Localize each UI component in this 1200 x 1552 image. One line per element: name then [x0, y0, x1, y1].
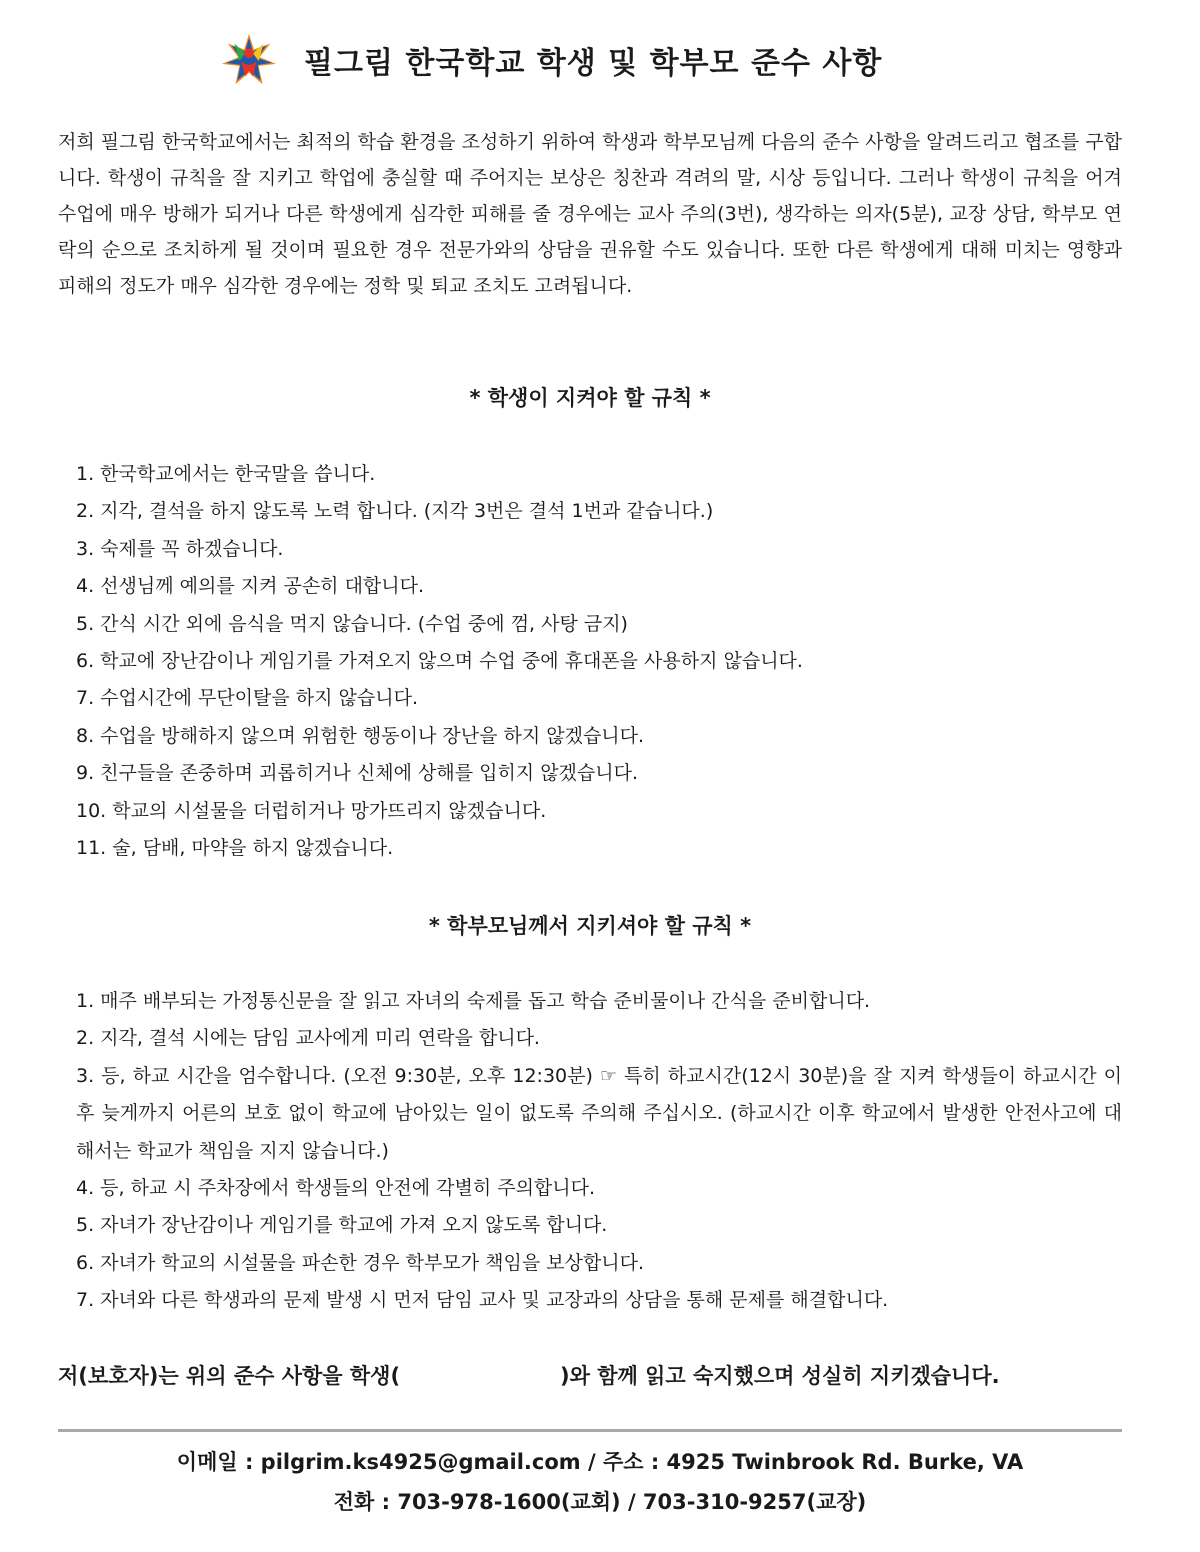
pledge-text-after: )와 함께 읽고 숙지했으며 성실히 지키겠습니다.: [560, 1364, 1000, 1388]
list-item: 10. 학교의 시설물을 더럽히거나 망가뜨리지 않겠습니다.: [76, 799, 547, 822]
pledge-text-before: 저(보호자)는 위의 준수 사항을 학생(: [58, 1364, 401, 1388]
list-item: 4. 등, 하교 시 주차장에서 학생들의 안전에 각별히 주의합니다.: [76, 1177, 596, 1200]
student-rules-heading: * 학생이 지켜야 할 규칙 *: [469, 386, 711, 410]
list-item: 7. 수업시간에 무단이탈을 하지 않습니다.: [76, 687, 418, 710]
document-header: [0, 30, 1200, 94]
list-item: 5. 간식 시간 외에 음식을 먹지 않습니다. (수업 중에 껌, 사탕 금지): [76, 612, 628, 635]
list-item: 3. 숙제를 꼭 하겠습니다.: [76, 537, 284, 560]
contact-email-address: 이메일 : pilgrim.ks4925@gmail.com / 주소 : 4925 Twinbrook Rd. Burke, VA: [176, 1450, 1024, 1474]
list-item: 8. 수업을 방해하지 않으며 위험한 행동이나 장난을 하지 않겠습니다.: [76, 724, 645, 747]
list-item: 1. 한국학교에서는 한국말을 씁니다.: [76, 463, 376, 485]
list-item: 1. 매주 배부되는 가정통신문을 잘 읽고 자녀의 숙제를 돕고 학습 준비물이나 간식을 준비합니다.: [76, 990, 871, 1012]
parent-rules-heading: * 학부모님께서 지키셔야 할 규칙 *: [428, 914, 752, 938]
contact-phone: 전화 : 703-978-1600(교회) / 703-310-9257(교장): [333, 1490, 867, 1514]
student-rules-list: [76, 456, 1122, 867]
intro-paragraph: 저희 필그림 한국학교에서는 최적의 학습 환경을 조성하기 위하여 학생과 학부모님께 다음의 준수 사항을 알려드리고 협조를 구합니다. 학생이 규칙을 잘 지키고 학업에 충실할 때 주어지는 보상은 칭찬과 격려의 말, 시상 등입니다. 그러나 학생이 규칙을 어겨 수업에 매우 방해가 되거나 다른 학생에게 심각한 피해를 줄 경우에는 교사 주의(3번), 생각하는 의자(5분), 교장 상담, 학부모 연락의 순으로 조치하게 될 것이며 필요한 경우 전문가와의 상담을 권유할 수도 있습니다. 또한 다른 학생에게 대해 미치는 영향과 피해의 정도가 매우 심각한 경우에는 정학 및 퇴교 조치도 고려됩니다.: [58, 131, 1122, 297]
list-item: 7. 자녀와 다른 학생과의 문제 발생 시 먼저 담임 교사 및 교장과의 상담을 통해 문제를 해결합니다.: [76, 1289, 889, 1312]
list-item: 3. 등, 하교 시간을 엄수합니다. (오전 9:30분, 오후 12:30분) ☞ 특히 하교시간(12시 30분)을 잘 지켜 학생들이 하교시간 이후 늦게까지 어른의 보호 없이 학교에 남아있는 일이 없도록 주의해 주십시오. (하교시간 이후 학교에서 발생한 안전사고에 대해서는 학교가 책임을 지지 않습니다.): [76, 1064, 1122, 1162]
document-title: 필그림 한국학교 학생 및 학부모 준수 사항: [304, 46, 883, 81]
parent-rules-list: [76, 983, 1122, 1320]
list-item: 11. 술, 담배, 마약을 하지 않겠습니다.: [76, 837, 394, 860]
school-star-logo-icon: [220, 32, 278, 90]
list-item: 6. 학교에 장난감이나 게임기를 가져오지 않으며 수업 중에 휴대폰을 사용하지 않습니다.: [76, 650, 803, 673]
list-item: 5. 자녀가 장난감이나 게임기를 학교에 가져 오지 않도록 합니다.: [76, 1214, 608, 1237]
list-item: 9. 친구들을 존중하며 괴롭히거나 신체에 상해를 입히지 않겠습니다.: [76, 762, 639, 785]
guardian-pledge: [58, 1360, 1000, 1390]
list-item: 4. 선생님께 예의를 지켜 공손히 대합니다.: [76, 575, 425, 598]
list-item: 2. 지각, 결석을 하지 않도록 노력 합니다. (지각 3번은 결석 1번과 같습니다.): [76, 500, 714, 523]
footer-divider: [58, 1429, 1122, 1432]
list-item: 2. 지각, 결석 시에는 담임 교사에게 미리 연락을 합니다.: [76, 1027, 540, 1050]
list-item: 6. 자녀가 학교의 시설물을 파손한 경우 학부모가 책임을 보상합니다.: [76, 1251, 645, 1274]
